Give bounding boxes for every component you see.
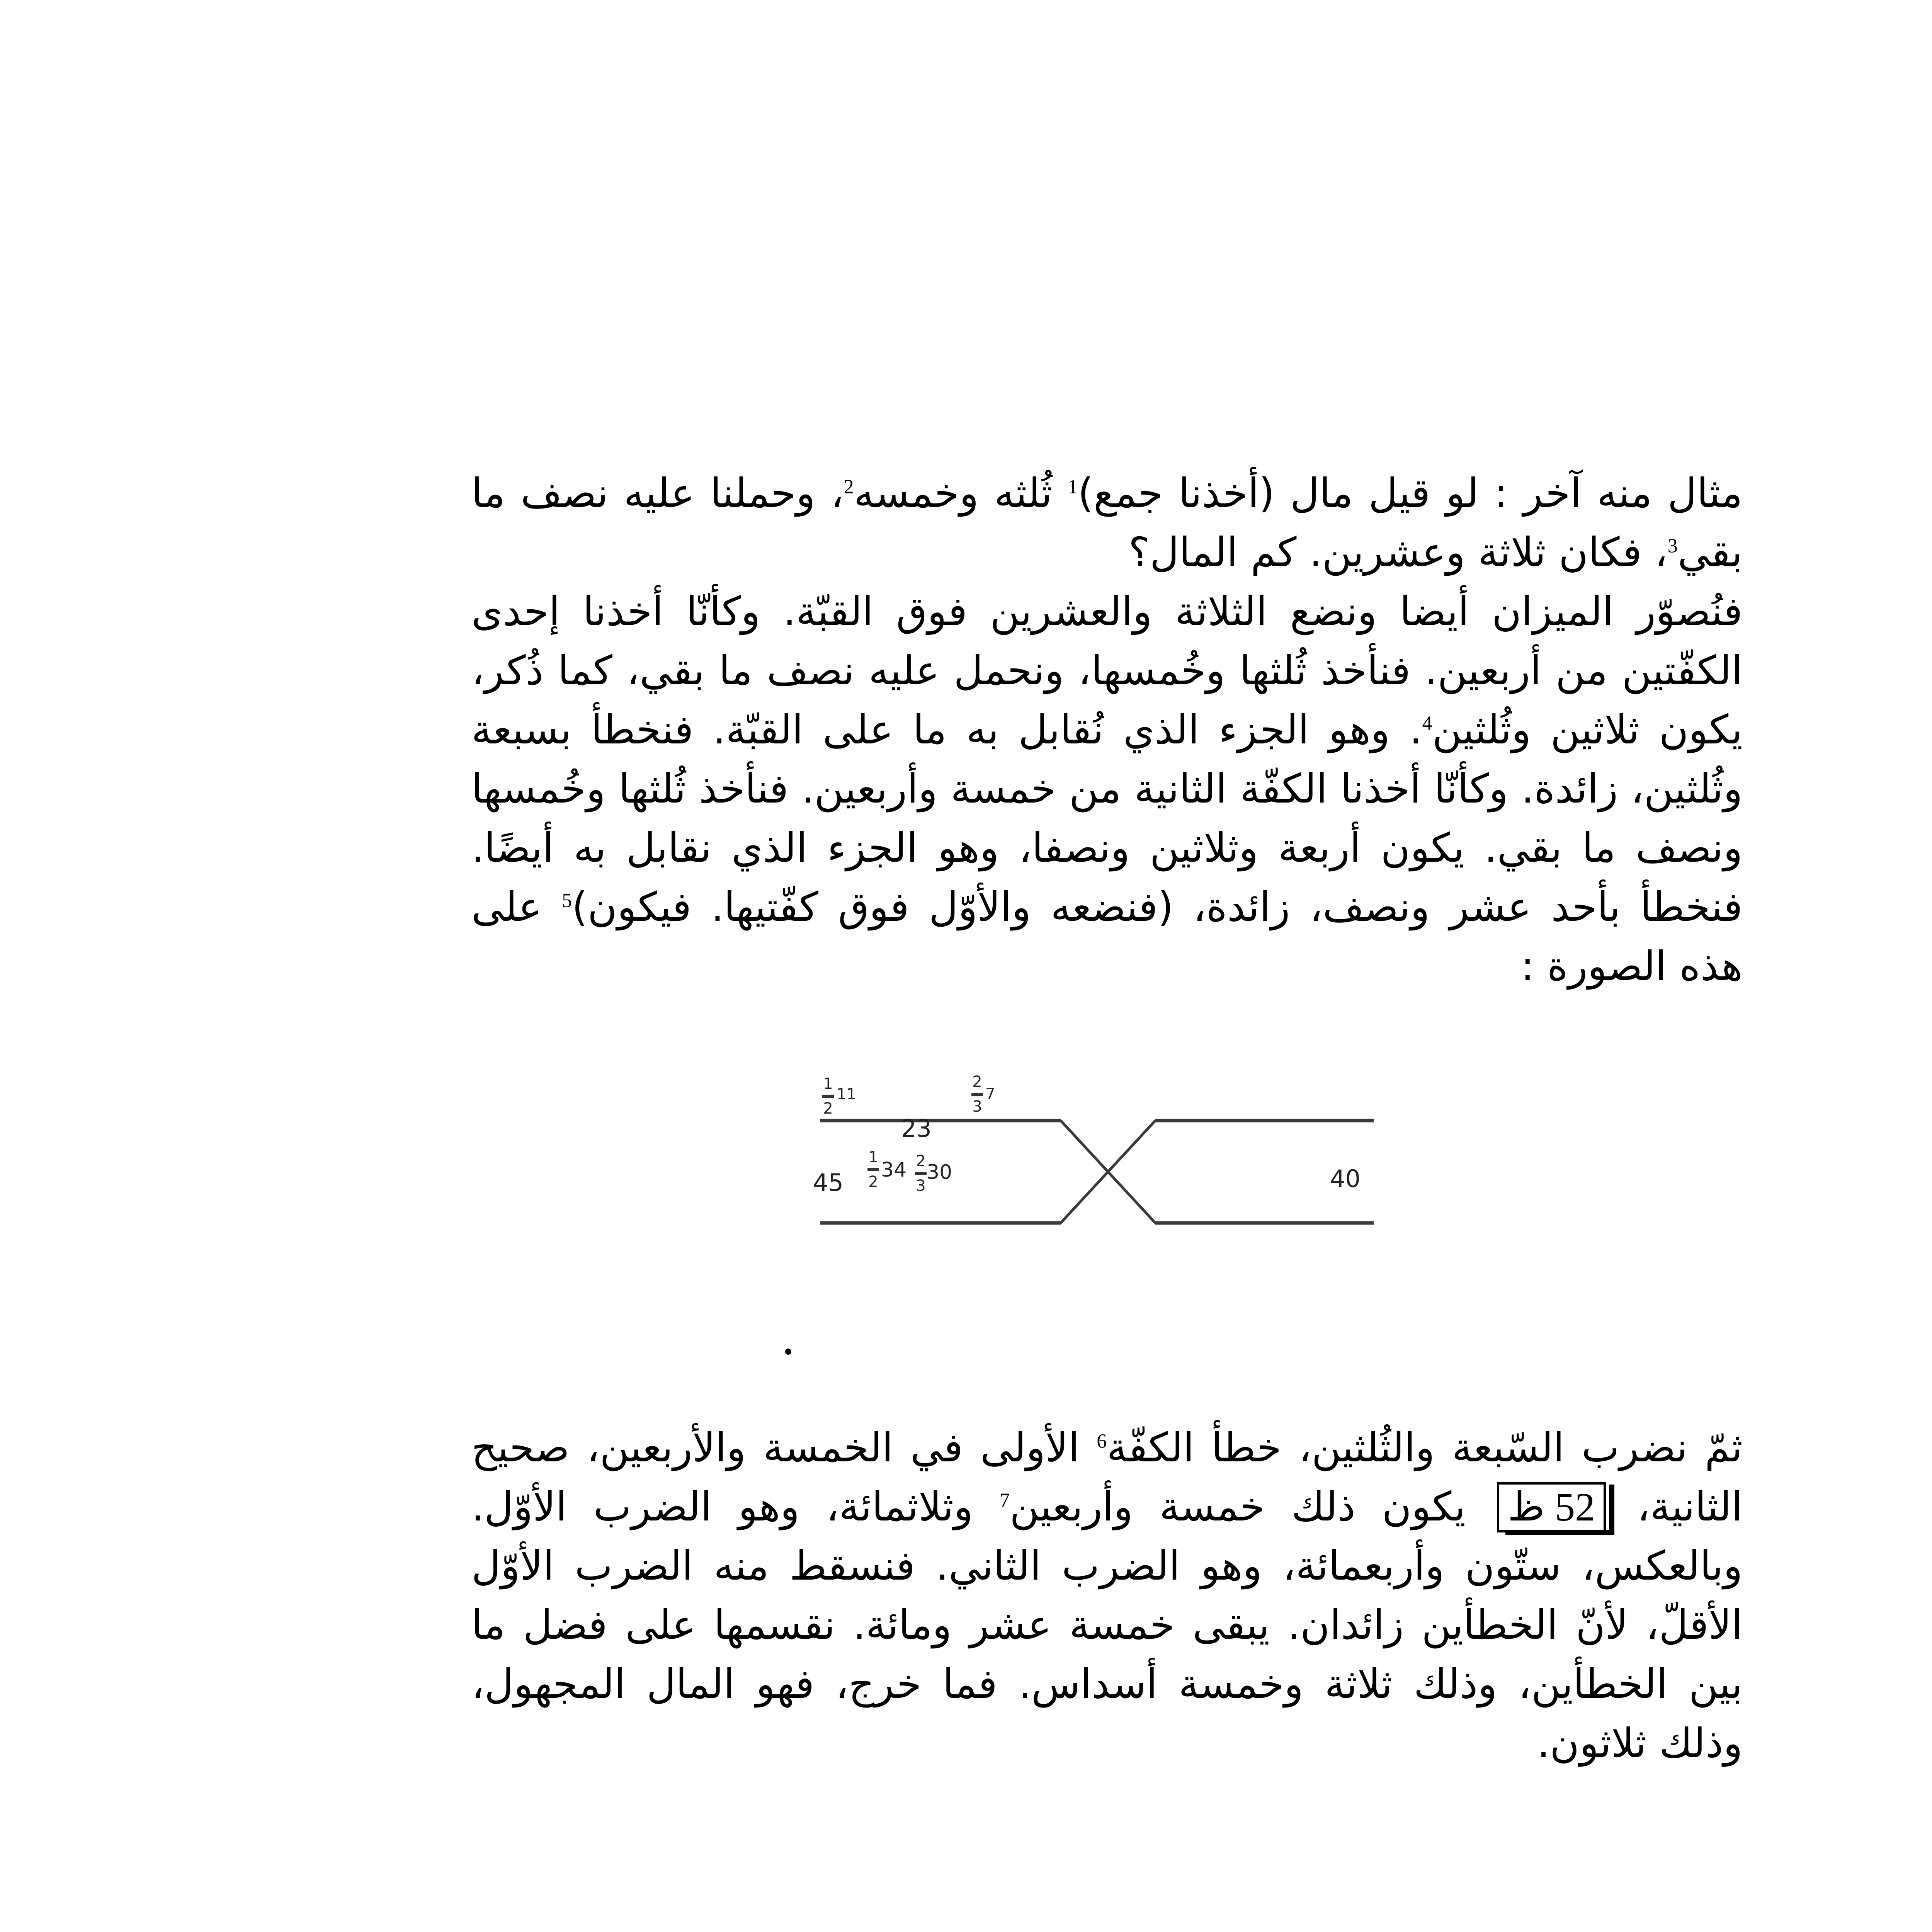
text-run: ، وحملنا عليه نصف ما بقي bbox=[471, 469, 1743, 576]
text-run: الأولى في الخمسة والأربعين، صحيح الثانية، bbox=[471, 1424, 1743, 1530]
folio-side: ظ bbox=[1507, 1485, 1545, 1529]
text-run: وثلاثمائة، وهو الضرب الأوّل. وبالعكس، ستّون وأربعمائة، وهو الضرب الثاني. فنسقط منه الضرب الأوّل الأقلّ، لأنّ الخطأين زائدان. يبقى خمسة عشر ومائة. نقسمها على فضل ما بين الخطأين، وذلك ثلاثة وخمسة أسداس. فما خرج، فهو المال المجهول، وذلك ثلاثون. bbox=[471, 1483, 1743, 1767]
calculation-text bbox=[471, 1418, 1743, 1773]
text-run: ثُلثه وخمسه bbox=[854, 469, 1068, 517]
text-run: . وهو الجزء الذي نُقابل به ما على القبّة. فنخطأ بسبعة وثُلثين، زائدة. وكأنّا أخذنا الكفّة الثانية من خمسة وأربعين. فنأخذ ثُلثها وخُمسها ونصف ما بقي. يكون أربعة وثلاثين ونصفا، وهو الجزء الذي نقابل به أيضًا. فنخطأ بأحد عشر ونصف، زائدة، (فنضعه والأوّل فوق كفّتيها. فيكون) bbox=[471, 706, 1743, 930]
left-inner-fraction bbox=[867, 1150, 879, 1190]
fraction-bar bbox=[915, 1172, 927, 1175]
fraction-bar bbox=[867, 1168, 879, 1171]
folio-number: 52 bbox=[1555, 1485, 1595, 1529]
footnote-ref-6[interactable]: 6 bbox=[1097, 1430, 1107, 1452]
left-inner-value: 34 bbox=[881, 1158, 907, 1182]
left-top-value: 11 bbox=[837, 1085, 856, 1103]
left-outer-value: 45 bbox=[813, 1168, 844, 1197]
paragraph-calculation bbox=[471, 1418, 1743, 1773]
fraction-numerator: 1 bbox=[868, 1148, 878, 1166]
fraction-numerator: 1 bbox=[823, 1075, 833, 1093]
footnote-ref-5[interactable]: 5 bbox=[562, 889, 572, 912]
right-inner-value: 30 bbox=[927, 1161, 952, 1184]
solution-setup bbox=[471, 582, 1743, 996]
right-outer-value: 40 bbox=[1330, 1165, 1361, 1193]
footnote-ref-3[interactable]: 3 bbox=[1667, 535, 1678, 557]
fraction-bar bbox=[971, 1093, 983, 1096]
manuscript-folio-marker bbox=[1497, 1482, 1606, 1532]
text-run: مثال منه آخر : لو قيل مال (أخذنا جمع) bbox=[1078, 469, 1743, 517]
two-pan-scale bbox=[811, 1063, 1430, 1372]
fraction-denominator: 3 bbox=[916, 1177, 926, 1195]
problem-statement bbox=[471, 464, 1743, 582]
scales-diagram bbox=[811, 1063, 1430, 1372]
fraction-numerator: 2 bbox=[972, 1073, 982, 1091]
footnote-ref-1[interactable]: 1 bbox=[1068, 476, 1078, 498]
text-run: على هذه الصورة : bbox=[471, 883, 1743, 990]
footnote-ref-2[interactable]: 2 bbox=[844, 476, 854, 498]
fraction-denominator: 3 bbox=[972, 1098, 982, 1116]
left-top-fraction bbox=[822, 1076, 834, 1116]
text-run: فنُصوّر الميزان أيضا ونضع الثلاثة والعشرين فوق القبّة. وكأنّا أخذنا إحدى الكفّتين من أربعين. فنأخذ ثُلثها وخُمسها، ونحمل عليه نصف ما بقي، كما ذُكر، يكون ثلاثين وثُلثين bbox=[471, 588, 1743, 753]
text-run: يكون ذلك خمسة وأربعين bbox=[1009, 1483, 1492, 1530]
text-run: ، فكان ثلاثة وعشرين. كم المال؟ bbox=[1128, 529, 1668, 576]
footnote-ref-7[interactable]: 7 bbox=[999, 1489, 1010, 1512]
top-center-value: 23 bbox=[901, 1114, 932, 1143]
text-run: ثمّ نضرب السّبعة والثُلثين، خطأ الكفّة bbox=[1107, 1424, 1743, 1471]
right-top-fraction bbox=[971, 1074, 983, 1114]
footnote-ref-4[interactable]: 4 bbox=[1422, 712, 1432, 735]
right-inner-fraction bbox=[915, 1153, 927, 1194]
paragraph-intro bbox=[471, 464, 1743, 996]
stray-dot bbox=[785, 1349, 791, 1355]
fraction-denominator: 2 bbox=[868, 1173, 878, 1191]
right-top-value: 7 bbox=[985, 1085, 995, 1103]
fraction-numerator: 2 bbox=[916, 1152, 926, 1170]
fraction-denominator: 2 bbox=[823, 1100, 833, 1117]
fraction-bar bbox=[822, 1095, 834, 1098]
